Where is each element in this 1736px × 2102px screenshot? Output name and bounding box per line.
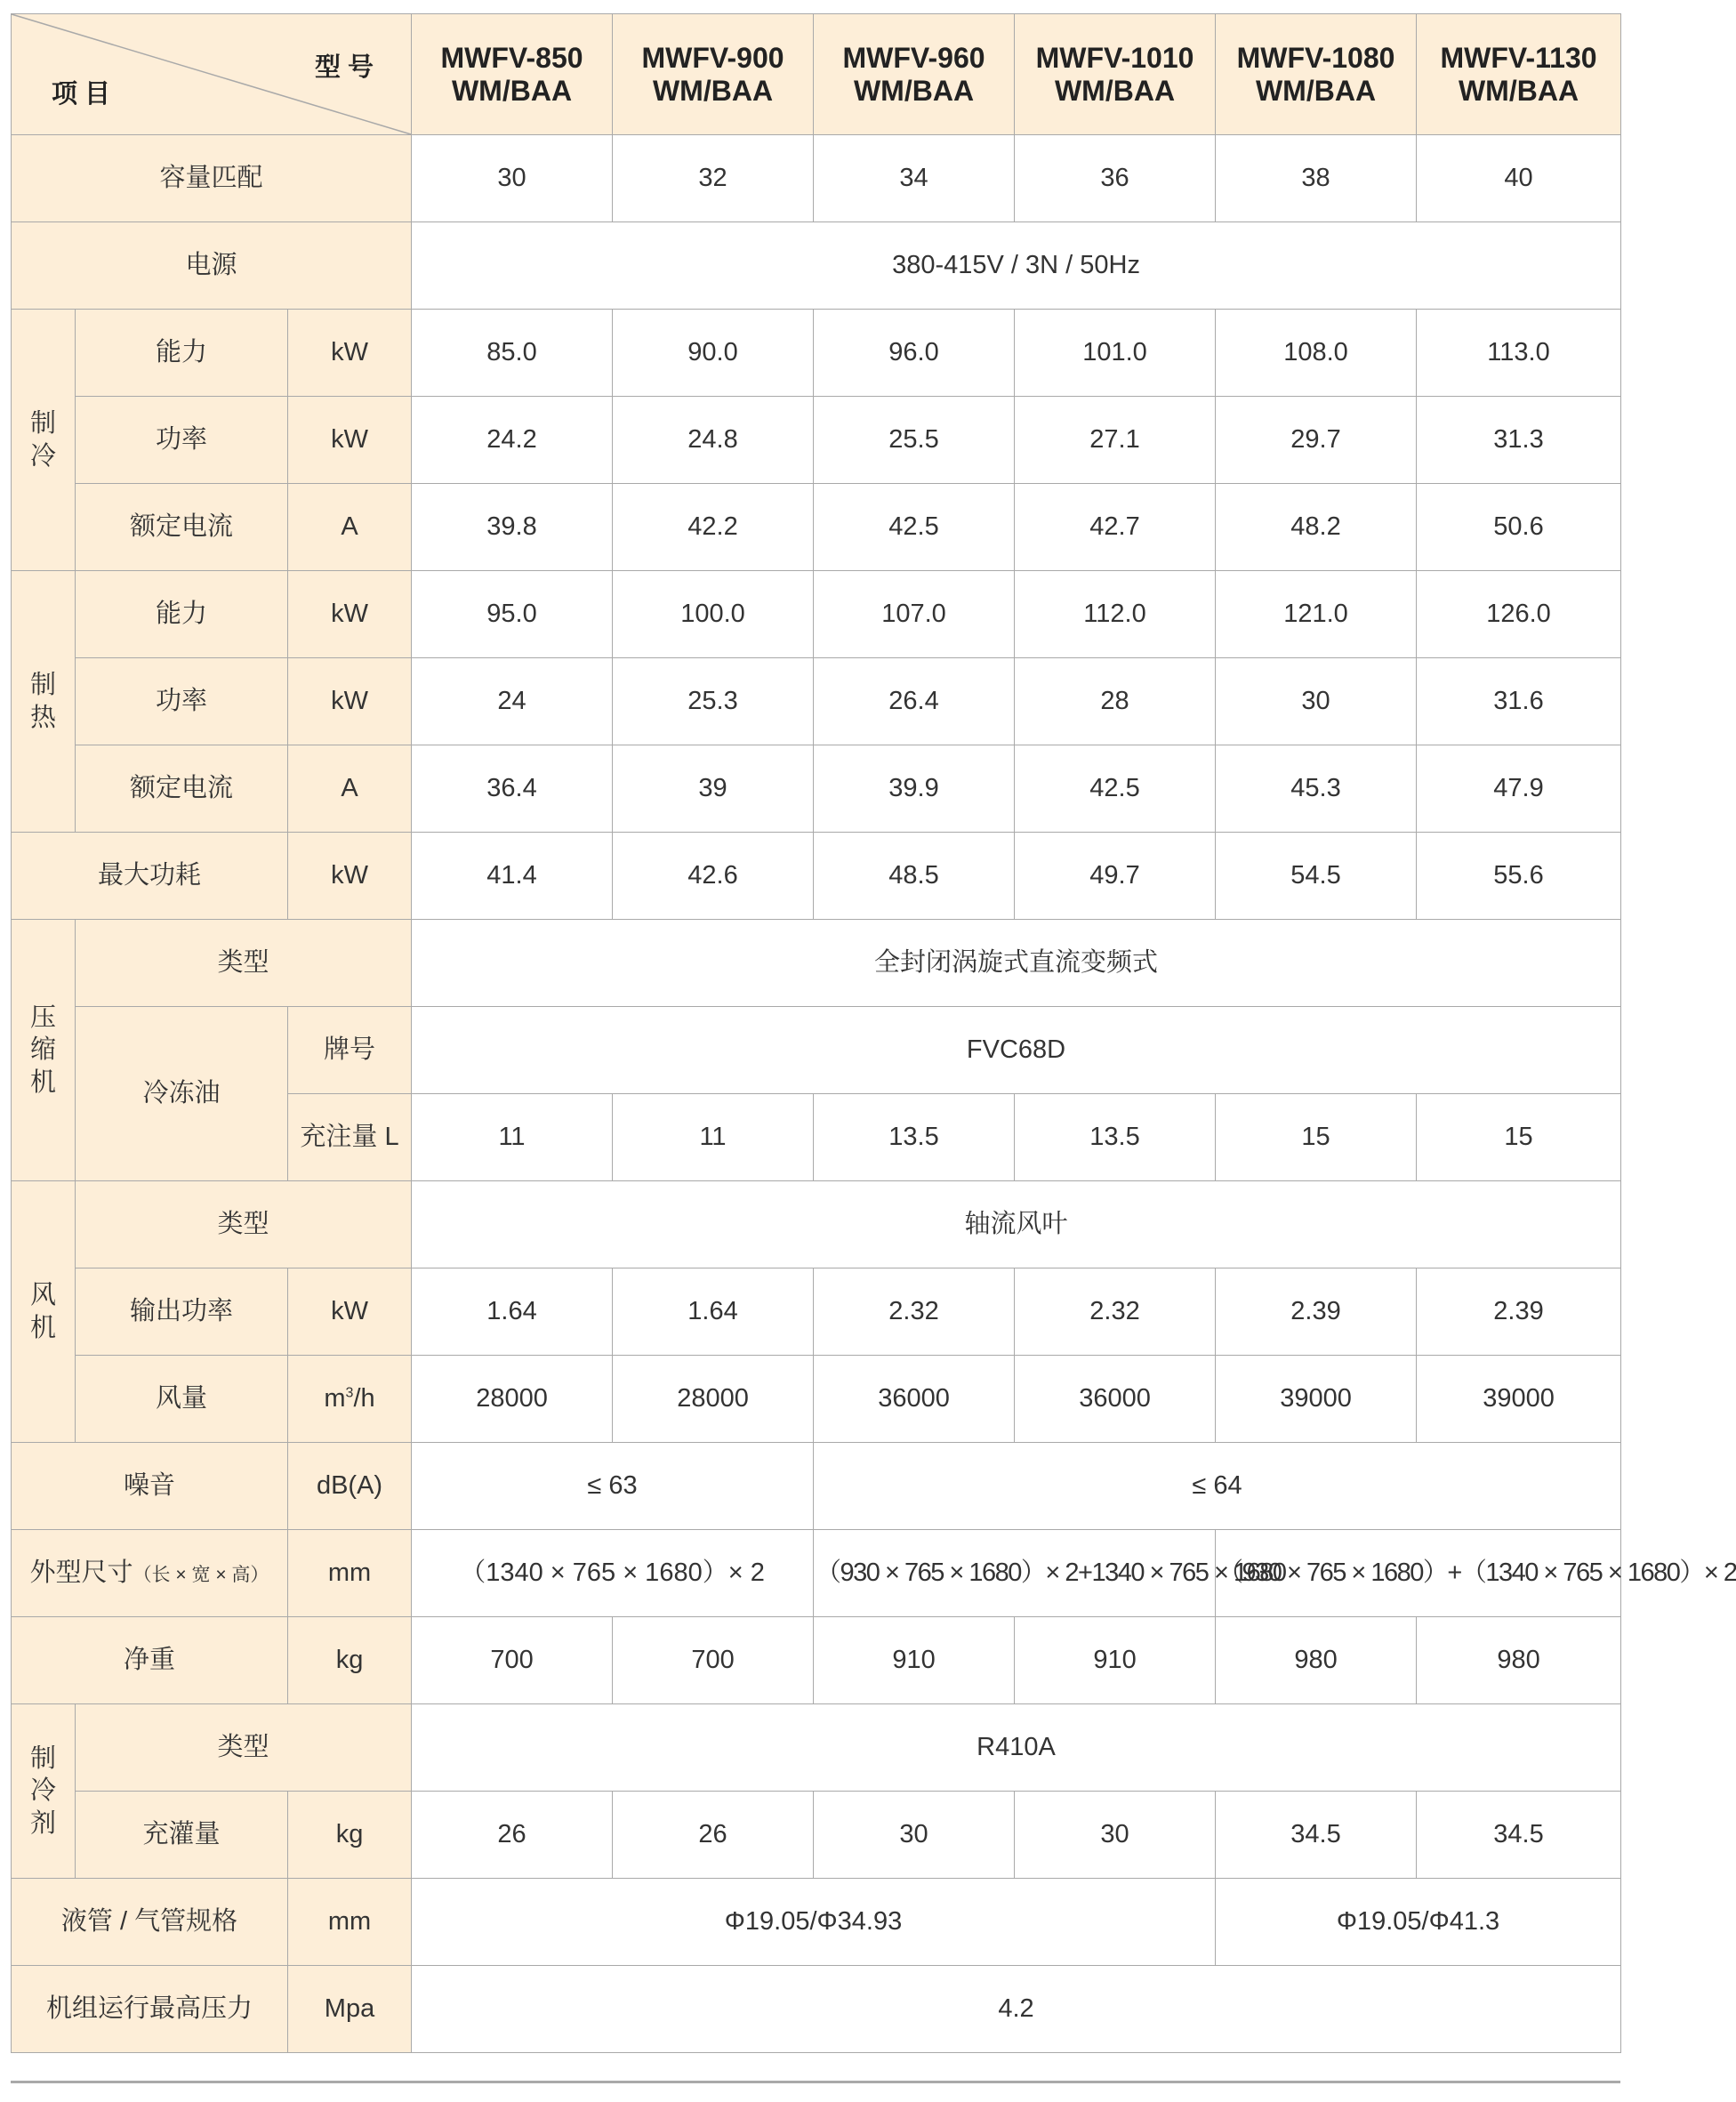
capacity-row: [12, 135, 1621, 222]
max-power-row: [12, 833, 1621, 920]
compressor-oil-brand-row: [12, 1007, 1621, 1094]
unit-label: kW: [288, 658, 412, 745]
cell-value: 13.5: [1015, 1094, 1216, 1181]
cell-value: 26: [613, 1792, 814, 1879]
unit-label: kW: [288, 397, 412, 484]
cell-value: 100.0: [613, 571, 814, 658]
cell-value: 50.6: [1417, 484, 1621, 571]
model-header: MWFV-960 WM/BAA: [814, 14, 1015, 135]
cell-value: 47.9: [1417, 745, 1621, 833]
cell-value: 1.64: [412, 1268, 613, 1356]
row-label: 风量: [76, 1356, 288, 1443]
cell-value: 700: [412, 1617, 613, 1704]
cell-value: 40: [1417, 135, 1621, 222]
cell-value: （930 × 765 × 1680）+（1340 × 765 × 1680）× 2: [1216, 1530, 1621, 1617]
cell-value: 36000: [1015, 1356, 1216, 1443]
unit-label: dB(A): [288, 1443, 412, 1530]
cell-value: 39: [613, 745, 814, 833]
cell-value: 1.64: [613, 1268, 814, 1356]
cooling-capacity-row: [12, 310, 1621, 397]
cell-value: 700: [613, 1617, 814, 1704]
noise-row: [12, 1443, 1621, 1530]
model-header: MWFV-900 WM/BAA: [613, 14, 814, 135]
cell-value: 15: [1417, 1094, 1621, 1181]
cell-value: 980: [1417, 1617, 1621, 1704]
model-header: MWFV-1010 WM/BAA: [1015, 14, 1216, 135]
model-header: MWFV-850 WM/BAA: [412, 14, 613, 135]
unit-label: kW: [288, 310, 412, 397]
row-label: 功率: [76, 658, 288, 745]
cell-value: 42.6: [613, 833, 814, 920]
row-label: 冷冻油: [76, 1007, 288, 1181]
net-weight-row: [12, 1617, 1621, 1704]
cell-value: 29.7: [1216, 397, 1417, 484]
cell-value: R410A: [412, 1704, 1621, 1792]
row-label: 类型: [76, 1181, 412, 1268]
unit-label: kW: [288, 571, 412, 658]
cell-value: 30: [814, 1792, 1015, 1879]
cell-value: 31.3: [1417, 397, 1621, 484]
row-label: 额定电流: [76, 745, 288, 833]
bottom-rule: [11, 2081, 1620, 2083]
cell-value: 34: [814, 135, 1015, 222]
cell-value: 34.5: [1417, 1792, 1621, 1879]
cell-value: 25.3: [613, 658, 814, 745]
cell-value: 4.2: [412, 1966, 1621, 2053]
model-header: MWFV-1130 WM/BAA: [1417, 14, 1621, 135]
spec-table: [11, 13, 1736, 2053]
cell-value: 95.0: [412, 571, 613, 658]
unit-label: 充注量 L: [288, 1094, 412, 1181]
cell-value: 25.5: [814, 397, 1015, 484]
row-label: 功率: [76, 397, 288, 484]
cell-value: 910: [814, 1617, 1015, 1704]
unit-label: A: [288, 484, 412, 571]
cell-value: 全封闭涡旋式直流变频式: [412, 920, 1621, 1007]
cell-value: 28000: [412, 1356, 613, 1443]
row-label: 输出功率: [76, 1268, 288, 1356]
cell-value: （1340 × 765 × 1680）× 2: [412, 1530, 814, 1617]
row-label: 类型: [76, 1704, 412, 1792]
unit-label: 牌号: [288, 1007, 412, 1094]
corner-header: [12, 14, 412, 135]
dimensions-row: [12, 1530, 1621, 1617]
cell-value: 轴流风叶: [412, 1181, 1621, 1268]
cell-value: 11: [412, 1094, 613, 1181]
cell-value: 90.0: [613, 310, 814, 397]
cell-value: 45.3: [1216, 745, 1417, 833]
cell-value: 28000: [613, 1356, 814, 1443]
cell-value: 126.0: [1417, 571, 1621, 658]
row-label: 能力: [76, 310, 288, 397]
cell-value: 24.8: [613, 397, 814, 484]
row-label: 噪音: [12, 1443, 288, 1530]
row-label: 最大功耗: [12, 833, 288, 920]
row-label: 机组运行最高压力: [12, 1966, 288, 2053]
cell-value: Φ19.05/Φ41.3: [1216, 1879, 1621, 1966]
cooling-power-row: [12, 397, 1621, 484]
cell-value: 39.8: [412, 484, 613, 571]
cell-value: 24.2: [412, 397, 613, 484]
refrigerant-type-row: [12, 1704, 1621, 1792]
unit-label: mm: [288, 1879, 412, 1966]
cell-value: 27.1: [1015, 397, 1216, 484]
cell-value: 28: [1015, 658, 1216, 745]
power-supply-row: [12, 222, 1621, 310]
cell-value: 48.2: [1216, 484, 1417, 571]
cell-value: 32: [613, 135, 814, 222]
cell-value: 910: [1015, 1617, 1216, 1704]
unit-label: Mpa: [288, 1966, 412, 2053]
pipes-row: [12, 1879, 1621, 1966]
cell-value: 54.5: [1216, 833, 1417, 920]
row-label: 液管 / 气管规格: [12, 1879, 288, 1966]
cell-value: 24: [412, 658, 613, 745]
row-label: 类型: [76, 920, 412, 1007]
cell-value: 2.32: [814, 1268, 1015, 1356]
cell-value: 49.7: [1015, 833, 1216, 920]
row-label: 充灌量: [76, 1792, 288, 1879]
model-label: 型 号: [314, 53, 374, 82]
cell-value: 42.7: [1015, 484, 1216, 571]
cell-value: 48.5: [814, 833, 1015, 920]
cell-value: 2.32: [1015, 1268, 1216, 1356]
unit-label: kW: [288, 1268, 412, 1356]
group-label-heating: 制 热: [12, 571, 76, 833]
cell-value: 39000: [1417, 1356, 1621, 1443]
cooling-current-row: [12, 484, 1621, 571]
model-header: MWFV-1080 WM/BAA: [1216, 14, 1417, 135]
group-label-compressor: 压 缩 机: [12, 920, 76, 1181]
cell-value: 31.6: [1417, 658, 1621, 745]
row-label: 电源: [12, 222, 412, 310]
unit-label: $m^3/h$: [288, 1356, 412, 1443]
cell-value: 36.4: [412, 745, 613, 833]
cell-value: 26: [412, 1792, 613, 1879]
cell-value: 38: [1216, 135, 1417, 222]
cell-value: 2.39: [1417, 1268, 1621, 1356]
cell-value: 41.4: [412, 833, 613, 920]
group-label-fan: 风 机: [12, 1181, 76, 1443]
cell-value: 11: [613, 1094, 814, 1181]
cell-value: 113.0: [1417, 310, 1621, 397]
header-row: [12, 14, 1621, 135]
cell-value: 42.5: [1015, 745, 1216, 833]
cell-value: 112.0: [1015, 571, 1216, 658]
row-label: 额定电流: [76, 484, 288, 571]
cell-value: 30: [412, 135, 613, 222]
row-label: 容量匹配: [12, 135, 412, 222]
cell-value: （930 × 765 × 1680）× 2+1340 × 765 × 1680: [814, 1530, 1216, 1617]
row-label: 净重: [12, 1617, 288, 1704]
cell-value: Φ19.05/Φ34.93: [412, 1879, 1216, 1966]
cell-value: 107.0: [814, 571, 1015, 658]
cell-value: 42.2: [613, 484, 814, 571]
heating-capacity-row: [12, 571, 1621, 658]
cell-value: 85.0: [412, 310, 613, 397]
cell-value: 13.5: [814, 1094, 1015, 1181]
group-label-cooling: 制 冷: [12, 310, 76, 571]
cell-value: 2.39: [1216, 1268, 1417, 1356]
fan-type-row: [12, 1181, 1621, 1268]
unit-label: kW: [288, 833, 412, 920]
cell-value: 26.4: [814, 658, 1015, 745]
cell-value: 108.0: [1216, 310, 1417, 397]
cell-value: 30: [1216, 658, 1417, 745]
group-label-refrigerant: 制 冷 剂: [12, 1704, 76, 1879]
unit-label: kg: [288, 1617, 412, 1704]
cell-value: FVC68D: [412, 1007, 1621, 1094]
fan-airflow-row: [12, 1356, 1621, 1443]
cell-value: 39.9: [814, 745, 1015, 833]
row-label: 外型尺寸（长 × 宽 × 高）: [12, 1530, 288, 1617]
heating-power-row: [12, 658, 1621, 745]
cell-value: 36000: [814, 1356, 1015, 1443]
max-pressure-row: [12, 1966, 1621, 2053]
cell-value: 39000: [1216, 1356, 1417, 1443]
cell-value: 121.0: [1216, 571, 1417, 658]
unit-label: kg: [288, 1792, 412, 1879]
cell-value: 15: [1216, 1094, 1417, 1181]
cell-value: 380-415V / 3N / 50Hz: [412, 222, 1621, 310]
fan-output-row: [12, 1268, 1621, 1356]
cell-value: 36: [1015, 135, 1216, 222]
cell-value: ≤ 63: [412, 1443, 814, 1530]
cell-value: 55.6: [1417, 833, 1621, 920]
cell-value: 96.0: [814, 310, 1015, 397]
row-label: 能力: [76, 571, 288, 658]
unit-label: mm: [288, 1530, 412, 1617]
compressor-type-row: [12, 920, 1621, 1007]
cell-value: ≤ 64: [814, 1443, 1621, 1530]
refrigerant-charge-row: [12, 1792, 1621, 1879]
heating-current-row: [12, 745, 1621, 833]
unit-label: A: [288, 745, 412, 833]
cell-value: 34.5: [1216, 1792, 1417, 1879]
cell-value: 101.0: [1015, 310, 1216, 397]
cell-value: 30: [1015, 1792, 1216, 1879]
cell-value: 42.5: [814, 484, 1015, 571]
item-label: 项 目: [52, 80, 111, 109]
cell-value: 980: [1216, 1617, 1417, 1704]
